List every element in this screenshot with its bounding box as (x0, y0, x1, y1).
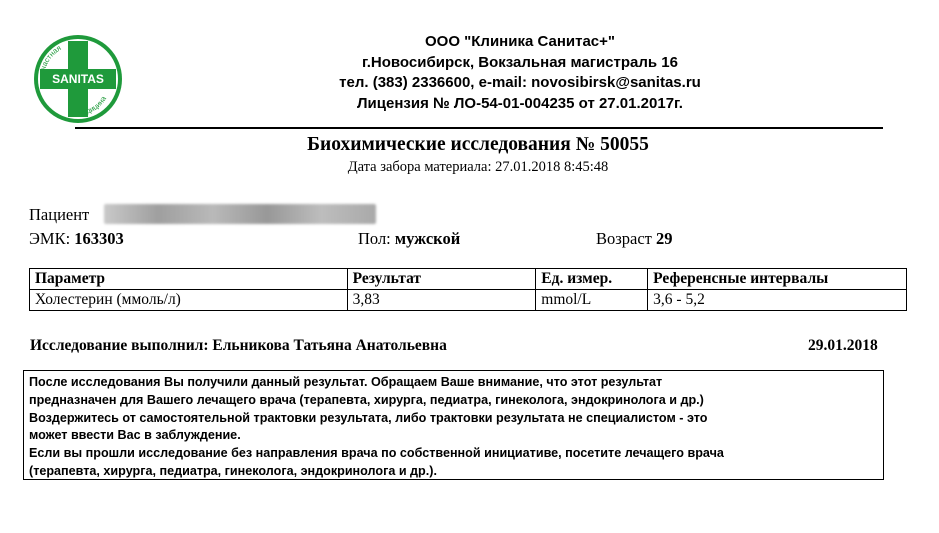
sex-value: мужской (394, 229, 461, 248)
notice-line: может ввести Вас в заблуждение. (29, 428, 241, 443)
col-header-reference: Референсные интервалы (648, 269, 907, 290)
table-header-row (30, 269, 907, 290)
patient-name-redacted (104, 204, 376, 224)
performer-line: Исследование выполнил: Ельникова Татьяна Анатольевна (30, 337, 447, 354)
clinic-logo (32, 33, 124, 125)
age-field (596, 229, 673, 249)
col-header-unit: Ед. измер. (536, 269, 648, 290)
cell-reference: 3,6 - 5,2 (648, 290, 907, 311)
cell-unit: mmol/L (536, 290, 648, 311)
cell-parameter: Холестерин (ммоль/л) (30, 290, 348, 311)
logo-arc-bottom: медицина (77, 94, 109, 118)
notice-line: предназначен для Вашего лечащего врача (терапевта, хирурга, педиатра, гинеколога, эндокринолога и др.) (29, 392, 704, 407)
sex-field (358, 229, 460, 249)
notice-line: Воздержитесь от самостоятельной трактовки результата, либо трактовки результата не специалистом - это (29, 410, 708, 425)
document-title: Биохимические исследования № 50055 (307, 134, 649, 155)
col-header-parameter: Параметр (30, 269, 348, 290)
clinic-contacts: тел. (383) 2336600, e-mail: novosibirsk@sanitas.ru (339, 74, 701, 91)
clinic-name: ООО "Клиника Санитас+" (424, 33, 616, 50)
header-divider (75, 127, 883, 129)
clinic-header (300, 32, 740, 114)
performer-date: 29.01.2018 (808, 337, 878, 354)
notice-line: Если вы прошли исследование без направления врача по собственной инициативе, посетите лечащего врача (29, 446, 724, 461)
logo-arc-top: частная (38, 43, 63, 72)
age-label: Возраст (596, 229, 652, 248)
notice-box (23, 370, 884, 480)
logo-brand: SANITAS (52, 72, 104, 86)
sex-label: Пол: (358, 229, 391, 248)
patient-label: Пациент (29, 205, 90, 224)
clinic-address: г.Новосибирск, Вокзальная магистраль 16 (362, 53, 678, 71)
clinic-license: Лицензия № ЛО-54-01-004235 от 27.01.2017г. (357, 94, 683, 112)
col-header-result: Результат (347, 269, 536, 290)
results-table (29, 268, 907, 311)
emk-label: ЭМК: (29, 229, 71, 248)
emk-value: 163303 (74, 229, 124, 248)
notice-line: После исследования Вы получили данный результат. Обращаем Ваше внимание, что этот результат (29, 375, 663, 389)
cross-logo-icon (32, 33, 124, 125)
age-value: 29 (656, 229, 673, 248)
sample-date: Дата забора материала: 27.01.2018 8:45:48 (347, 159, 609, 175)
emk-field (29, 229, 124, 249)
table-row (30, 290, 907, 311)
cell-result: 3,83 (347, 290, 536, 311)
notice-line: (терапевта, хирурга, педиатра, гинеколога, эндокринолога и др.). (29, 463, 437, 478)
